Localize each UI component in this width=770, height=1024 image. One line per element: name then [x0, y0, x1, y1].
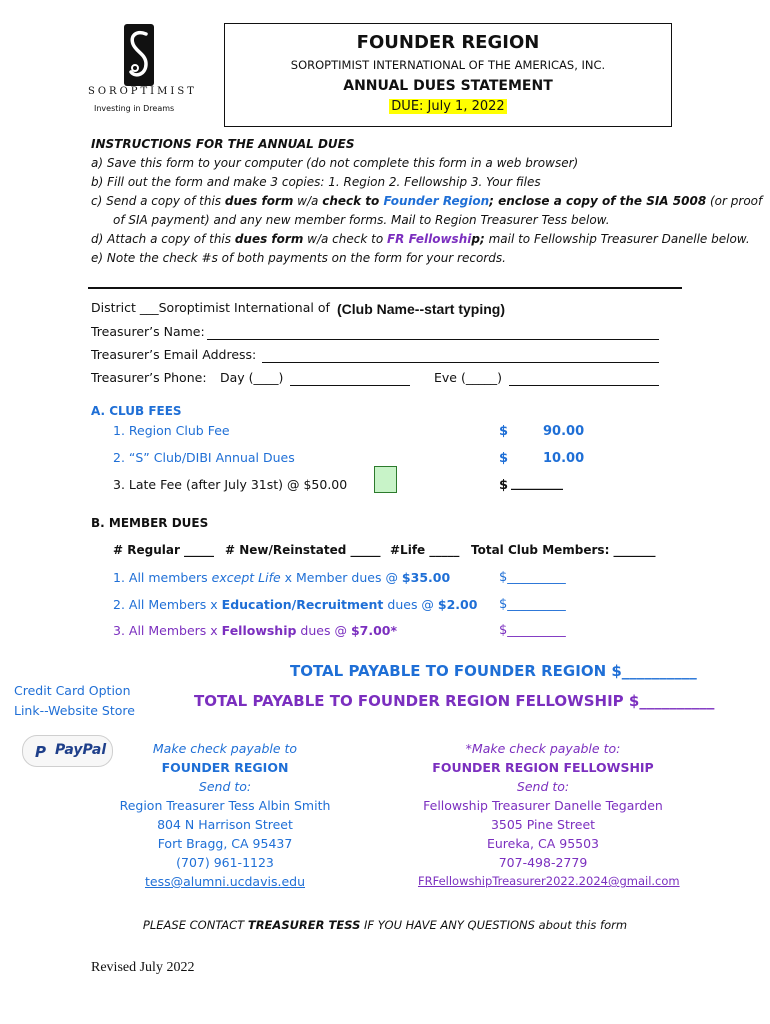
member-dues-heading: B. MEMBER DUES [91, 516, 209, 530]
statement-title: ANNUAL DUES STATEMENT [343, 78, 553, 94]
payee-fellowship-street: 3505 Pine Street [490, 817, 596, 832]
payee-region-phone: (707) 961-1123 [176, 855, 274, 870]
treasurer-name-input[interactable] [207, 325, 659, 340]
contact-note: PLEASE CONTACT TREASURER TESS IF YOU HAVE ANY QUESTIONS about this form [142, 918, 628, 932]
club-fees-heading: A. CLUB FEES [91, 404, 182, 418]
new-reinstated-count-input[interactable]: # New/Reinstated _____ [225, 543, 381, 557]
payee-region-name: FOUNDER REGION [161, 760, 289, 775]
member-dues-line-1: 1. All members except Life x Member dues @ $35.00 [113, 570, 451, 585]
payee-region-email-link[interactable]: tess@alumni.ucdavis.edu [144, 874, 305, 889]
total-members-input[interactable]: Total Club Members: _______ [471, 543, 656, 557]
s-club-dues-amount: 10.00 [543, 451, 585, 466]
treasurer-phone-label: Treasurer’s Phone: [91, 370, 207, 385]
instruction-a: a) Save this form to your computer (do not complete this form in a web browser) [91, 156, 579, 170]
region-club-fee-amount: 90.00 [543, 424, 585, 439]
payee-region-city: Fort Bragg, CA 95437 [157, 836, 293, 851]
s-club-dues-label: 2. “S” Club/DIBI Annual Dues [113, 450, 295, 465]
s-club-dues-currency: $ [499, 451, 509, 466]
org-subtitle: SOROPTIMIST INTERNATIONAL OF THE AMERICAS, INC. [290, 58, 606, 72]
treasurer-name-label: Treasurer’s Name: [91, 324, 205, 339]
paypal-label: PayPal [55, 742, 107, 758]
late-fee-currency: $ [499, 478, 509, 493]
payee-fellowship-email-link[interactable]: FRFellowshipTreasurer2022.2024@gmail.com [418, 874, 680, 888]
payee-region-person: Region Treasurer Tess Albin Smith [119, 798, 331, 813]
member-dues-line-3: 3. All Members x Fellowship dues @ $7.00* [113, 623, 398, 638]
payee-fellowship-person: Fellowship Treasurer Danelle Tegarden [423, 798, 663, 813]
member-dues-amount-2[interactable]: $_________ [499, 597, 566, 612]
day-phone-input[interactable] [290, 371, 410, 386]
section-divider [88, 287, 682, 289]
payee-fellowship-block [418, 739, 680, 891]
revised-date: Revised July 2022 [91, 960, 195, 975]
logo-tagline: Investing in Dreams [94, 104, 175, 113]
payee-fellowship-send: Send to: [516, 779, 570, 794]
instructions-heading: INSTRUCTIONS FOR THE ANNUAL DUES [91, 137, 355, 151]
late-fee-label: 3. Late Fee (after July 31st) @ $50.00 [113, 477, 348, 492]
member-dues-amount-1[interactable]: $_________ [499, 570, 566, 585]
payee-fellowship-phone: 707-498-2779 [498, 855, 588, 870]
payee-region-block [100, 739, 350, 891]
payee-region-make: Make check payable to [152, 741, 298, 756]
treasurer-email-input[interactable] [262, 348, 659, 363]
eve-phone-input[interactable] [509, 371, 659, 386]
payee-fellowship-name: FOUNDER REGION FELLOWSHIP [432, 760, 654, 775]
region-club-fee-label: 1. Region Club Fee [113, 423, 230, 438]
soroptimist-logo [88, 20, 208, 120]
soroptimist-s-icon [124, 24, 154, 86]
header-box [224, 23, 672, 127]
instruction-e: e) Note the check #s of both payments on the form for your records. [91, 251, 506, 265]
website-store-link[interactable]: Link--Website Store [14, 703, 135, 718]
region-club-fee-currency: $ [499, 424, 509, 439]
instruction-b: b) Fill out the form and make 3 copies: 1. Region 2. Fellowship 3. Your files [91, 175, 541, 189]
page-title: FOUNDER REGION [356, 32, 540, 53]
life-count-input[interactable]: #Life _____ [390, 543, 460, 557]
total-fellowship: TOTAL PAYABLE TO FOUNDER REGION FELLOWSHIP $__________ [194, 692, 715, 710]
late-fee-amount-input[interactable]: ________ [511, 476, 563, 491]
district-label: District ___Soroptimist International of [91, 300, 330, 315]
late-fee-checkbox[interactable] [374, 466, 397, 493]
eve-phone-label: Eve (_____) [434, 370, 502, 385]
payee-fellowship-make: *Make check payable to: [465, 741, 621, 756]
treasurer-email-label: Treasurer’s Email Address: [91, 347, 257, 362]
instruction-c: c) Send a copy of this dues form w/a check to Founder Region; enclose a copy of the SIA 5008 (or proof [91, 194, 763, 208]
payee-region-send: Send to: [198, 779, 252, 794]
club-name-input[interactable]: (Club Name--start typing) [337, 301, 505, 317]
due-date: DUE: July 1, 2022 [391, 99, 505, 114]
member-dues-amount-3[interactable]: $_________ [499, 623, 566, 638]
paypal-icon: P [35, 743, 46, 761]
credit-card-option-link[interactable]: Credit Card Option [14, 683, 131, 698]
regular-count-input[interactable]: # Regular _____ [113, 543, 215, 557]
total-region: TOTAL PAYABLE TO FOUNDER REGION $__________ [290, 662, 697, 680]
logo-wordmark: SOROPTIMIST [88, 86, 197, 97]
instruction-c-cont: of SIA payment) and any new member forms. Mail to Region Treasurer Tess below. [113, 213, 610, 227]
member-dues-line-2: 2. All Members x Education/Recruitment dues @ $2.00 [113, 597, 478, 612]
day-phone-label: Day (____) [220, 370, 284, 385]
payee-fellowship-city: Eureka, CA 95503 [486, 836, 600, 851]
payee-region-street: 804 N Harrison Street [157, 817, 293, 832]
instruction-d: d) Attach a copy of this dues form w/a check to FR Fellowship; mail to Fellowship Treasurer Danelle below. [91, 232, 750, 246]
